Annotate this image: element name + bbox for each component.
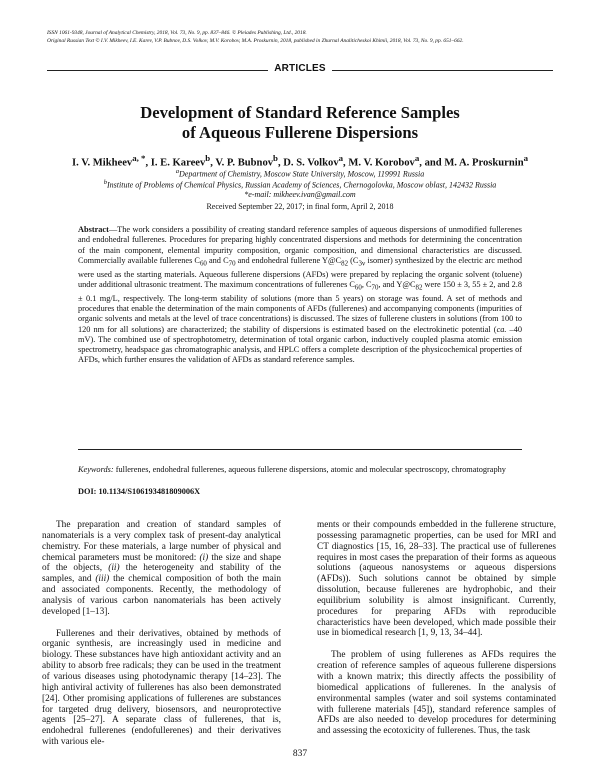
paragraph: The preparation and creation of standard samples of nanomaterials is a very complex task of present-day analytical chemistry. For these materials, a large number of physical and chemical parameters must be monitored: (i) the size and shape of the objects, (ii) the heterogeneity and stability of the samples, and (iii) the chemical composition of both the main and associated components. Recently, the methodology of analysis of various carbon nanomaterials has been actively developed [1–13]. <box>42 520 282 617</box>
abstract-label: Abstract <box>78 225 109 234</box>
author-4: D. S. Volkov <box>283 157 339 169</box>
received-dates: Received September 22, 2017; in final form, April 2, 2018 <box>206 202 394 211</box>
author-4-affil: a <box>338 153 344 163</box>
journal-header-line-1: ISSN 1061-9348, Journal of Analytical Chemistry, 2018, Vol. 73, No. 9, pp. 837–846. © Pleiades Publishing, Ltd., 2018. <box>47 30 307 36</box>
author-6-affil: a <box>523 153 529 163</box>
keywords: Keywords: fullerenes, endohedral fullerenes, aqueous fullerene dispersions, atomic and molecular spectroscopy, chromatography <box>78 465 506 474</box>
page-number: 837 <box>292 749 308 759</box>
doi[interactable]: DOI: 10.1134/S106193481809006X <box>78 487 201 496</box>
author-3: V. P. Bubnov <box>215 157 274 169</box>
author-6: M. A. Proskurnin <box>444 157 524 169</box>
abstract-rule <box>78 449 522 450</box>
section-label <box>0 63 600 74</box>
paragraph: ments or their compounds embedded in the fullerene structure, possessing paramagnetic properties, can be used for MRI and CT diagnostics [15, 16, 28–33]. The practical use of fullerenes requires in most cases the preparation of their forms as aqueous solutions (aqueous nanosystems or aqueous dispersions (AFDs)). Such solutions cannot be obtained by simple dissolution, because fullerenes are hydrophobic, and their equilibrium solubility is almost insignificant. Currently, procedures for preparing AFDs with reproducible characteristics have been developed, which made possible their use in biomedical research [1, 9, 13, 34–44]. <box>317 520 556 639</box>
corresponding-email: *e-mail: mikheev.ivan@gmail.com <box>244 190 356 199</box>
paragraph: The problem of using fullerenes as AFDs requires the creation of reference samples of aqueous fullerene dispersions with a known matrix; this directly affects the possibility of biomedical applications of fullerenes. In the analysis of environmental samples (water and soil systems contaminated with fullerene materials [45]), standard reference samples of AFDs are also needed to develop procedures for determining and assessing the ecotoxicity of fullerenes. Thus, the task <box>317 650 556 737</box>
author-5: M. V. Korobov <box>348 157 415 169</box>
affiliation-b: $^b$Institute of Problems of Chemical Physics, Russian Academy of Sciences, Chernogolovka, Moscow oblast, 142432 Russia <box>103 179 497 190</box>
section-label-text: ARTICLES <box>268 63 332 74</box>
body-column-right <box>317 520 556 737</box>
article-title <box>60 103 540 143</box>
author-5-affil: a <box>414 153 420 163</box>
author-list: I. V. Mikheev$^{a, *}$, I. E. Kareev$^b$, V. P. Bubnov$^b$, D. S. Volkov$^a$, M. V. Korobov$^a$, and M. A. Proskurnin$^a$ <box>71 153 529 169</box>
author-2-affil: b <box>205 153 211 163</box>
body-column-left <box>42 520 281 748</box>
keywords-label: Keywords: <box>78 465 114 474</box>
title-line-1: Development of Standard Reference Samples <box>140 103 460 122</box>
paragraph: Fullerenes and their derivatives, obtained by methods of organic synthesis, are increasingly used in medicine and biology. These substances have high antioxidant activity and an ability to absorb free radicals; they can be used in the treatment of various diseases using photodynamic therapy [14–23]. The high antiviral activity of fullerenes has also been demonstrated [24]. Other promising applications of fullerenes are substances for targeted drug delivery, biosensors, and neuroprotective agents [25–27]. A separate class of fullerenes, that is, endohedral fullerenes (endofullerenes) and their derivatives with various ele- <box>42 628 281 748</box>
abstract: Abstract—The work considers a possibility of creating standard reference samples of aqueous dispersions of unmodified fullerenes and endohedral fullerenes. Procedures for preparing highly concentrated dispersions and methods for determining the concentration of the main component, elemental impurity composition, organic composition, and dimensional characteristics are discussed. Commercially available fullerenes $C_{60}$ and $C_{70}$ and endohedral fullerene $Y@C_{82}$ ($C_{3v}$ isomer) synthesized by the electric arc method were used as the starting materials. Aqueous fullerene dispersions (AFDs) were prepared by replacing the organic solvent (toluene) under additional ultrasonic treatment. The maximum concentrations of fullerenes $C_{60}$, $C_{70}$, and $Y@C_{82}$ were 150 ± 3, 55 ± 2, and 2.8 ± 0.1 mg/L, respectively. The long-term stability of solutions (more than 5 years) on storage was found. A set of methods and procedures that enable the determination of the main components of AFDs (fullerenes) and accompanying components (impurities of organic solvents and metals at the level of trace concentrations) is discussed. The sizes of fullerene clusters in solutions (from 100 to 120 nm for all solutions) are characterized; the stability of dispersions is estimated based on the electrokinetic potential (ca. –40 mV). The combined use of spectrophotometry, determination of total organic carbon, inductively coupled plasma atomic emission spectrometry, headspace gas chromatographic analysis, and HPLC offers a complete description of the physicochemical properties of AFDs, which further ensures the validation of AFDs as standard reference samples. <box>78 225 522 365</box>
author-2: I. E. Kareev <box>150 157 206 169</box>
author-3-affil: b <box>273 153 278 163</box>
journal-header-line-2: Original Russian Text © I.V. Mikheev, I.E. Karev, V.P. Bubnov, D.S. Volkov, M.V. Korobov, M.A. Proskurnin, 2018, published in Zhurnal Analiticheskoi Khimii, 2018, Vol. 73, No. 9, pp. 651–662. <box>47 38 464 44</box>
affiliation-a: $^a$Department of Chemistry, Moscow State University, Moscow, 119991 Russia <box>175 168 425 179</box>
author-1-affil: a, * <box>132 153 146 163</box>
author-1: I. V. Mikheev <box>71 157 133 169</box>
title-line-2: of Aqueous Fullerene Dispersions <box>181 123 419 142</box>
